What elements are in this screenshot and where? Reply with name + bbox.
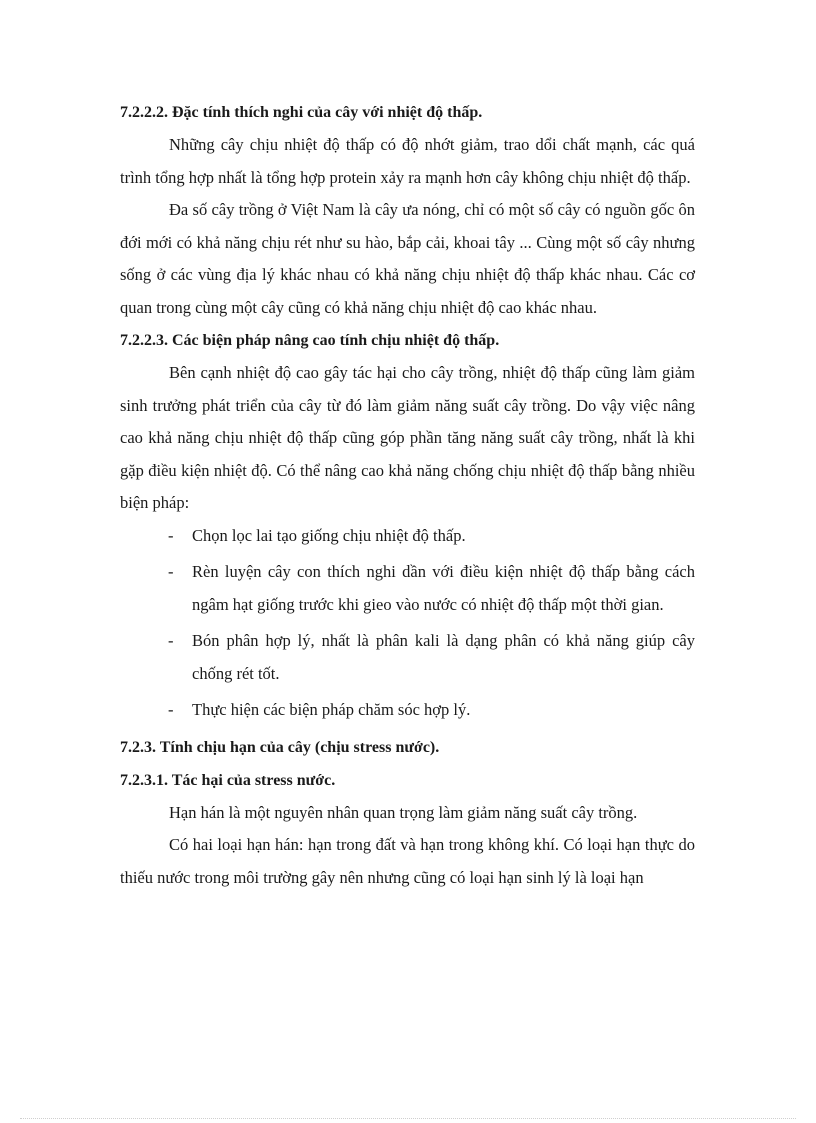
paragraph-vietnam-crops: Đa số cây trồng ở Việt Nam là cây ưa nóng, chỉ có một số cây có nguồn gốc ôn đới mới có khả năng chịu rét như su hào, bắp cải, khoai tây ... Cùng một số cây nhưng sống ở các vùng địa lý khác nhau có khả năng chịu nhiệt độ thấp khác nhau. Các cơ quan trong cùng một cây cũng có khả năng chịu nhiệt độ cao khác nhau. <box>120 200 695 317</box>
bullet-dash: - <box>168 631 174 650</box>
section-heading-7-2-3: 7.2.3. Tính chịu hạn của cây (chịu stress nước). <box>120 738 440 756</box>
section-heading-7-2-3-1: 7.2.3.1. Tác hại của stress nước. <box>120 771 336 789</box>
bullet-dash: - <box>168 700 174 719</box>
list-item <box>120 625 695 690</box>
section-heading-7-2-2-2: 7.2.2.2. Đặc tính thích nghi của cây với nhiệt độ thấp. <box>120 104 483 121</box>
measures-list <box>120 520 695 727</box>
list-item-text: Chọn lọc lai tạo giống chịu nhiệt độ thấp. <box>192 525 466 545</box>
list-item <box>120 556 695 621</box>
paragraph-drought-types: Có hai loại hạn hán: hạn trong đất và hạn trong không khí. Có loại hạn thực do thiếu nước trong môi trường gây nên nhưng cũng có loại hạn sinh lý là loại hạn <box>120 835 695 887</box>
document-page <box>120 96 695 894</box>
paragraph-drought-yield: Hạn hán là một nguyên nhân quan trọng làm giảm năng suất cây trồng. <box>169 802 638 822</box>
paragraph-low-temp-tolerant-plants: Những cây chịu nhiệt độ thấp có độ nhớt giảm, trao dổi chất mạnh, các quá trình tổng hợp nhất là tổng hợp protein xảy ra mạnh hơn cây không chịu nhiệt độ thấp. <box>120 135 695 187</box>
section-heading-7-2-2-3: 7.2.2.3. Các biện pháp nâng cao tính chịu nhiệt độ thấp. <box>120 332 500 349</box>
bullet-dash: - <box>168 525 174 545</box>
bullet-dash: - <box>168 562 174 581</box>
list-item-text: Thực hiện các biện pháp chăm sóc hợp lý. <box>192 700 471 719</box>
list-item <box>120 520 695 553</box>
list-item <box>120 694 695 727</box>
paragraph-improvement-measures: Bên cạnh nhiệt độ cao gây tác hại cho cây trồng, nhiệt độ thấp cũng làm giảm sinh trưởng phát triển của cây từ đó làm giảm năng suất cây trồng. Do vậy việc nâng cao khả năng chịu nhiệt độ thấp cũng góp phần tăng năng suất cây trồng, nhất là khi gặp điều kiện nhiệt độ. Có thể nâng cao khả năng chống chịu nhiệt độ thấp bằng nhiều biện pháp: <box>120 363 695 512</box>
list-item-text: Bón phân hợp lý, nhất là phân kali là dạng phân có khả năng giúp cây chống rét tốt. <box>192 631 695 683</box>
list-item-text: Rèn luyện cây con thích nghi dần với điều kiện nhiệt độ thấp bằng cách ngâm hạt giống trước khi gieo vào nước có nhiệt độ thấp một thời gian. <box>192 562 695 614</box>
page-bottom-divider <box>20 1118 796 1119</box>
